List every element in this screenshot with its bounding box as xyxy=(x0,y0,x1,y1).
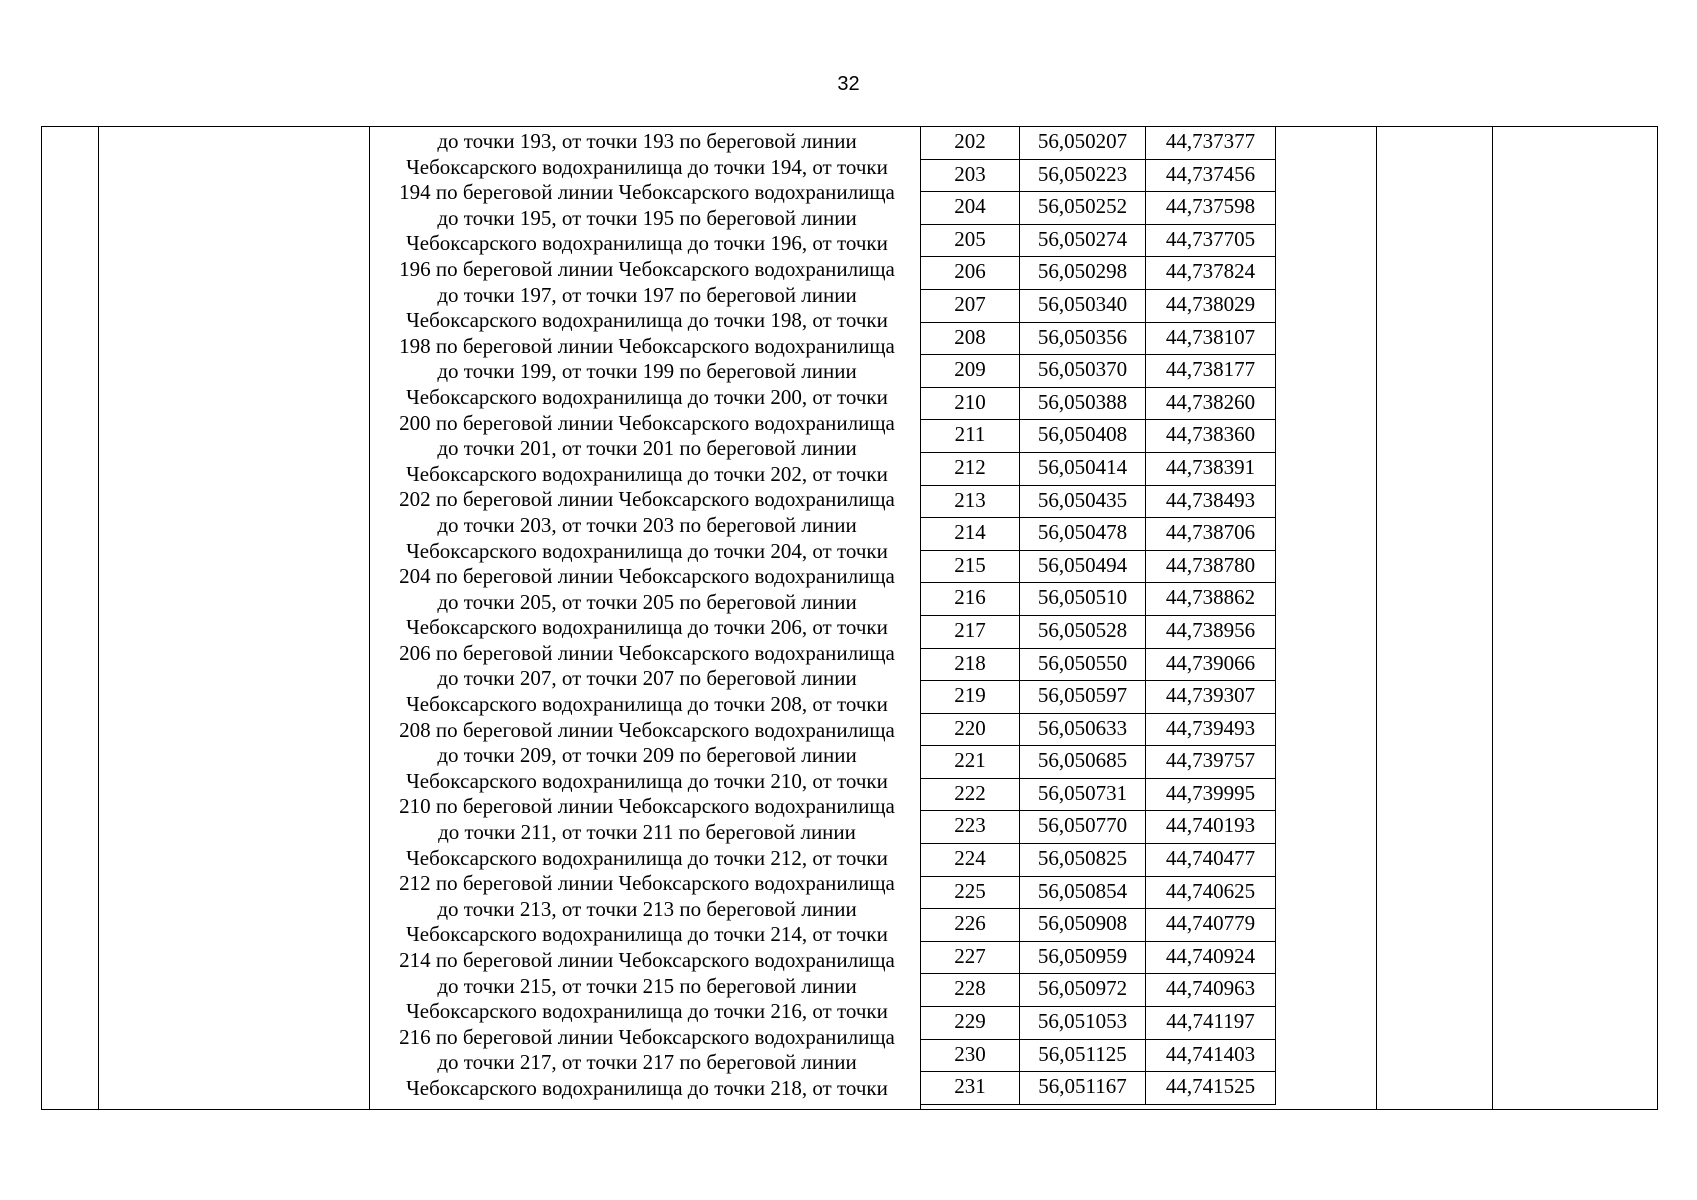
point-number-cell: 229 xyxy=(921,1007,1020,1039)
point-number-cell: 222 xyxy=(921,779,1020,811)
description-line: Чебоксарского водохранилища до точки 214, от точки xyxy=(406,922,888,947)
table-row xyxy=(921,1007,1276,1040)
point-number-cell: 215 xyxy=(921,551,1020,583)
page-number: 32 xyxy=(837,73,860,95)
point-number-cell: 216 xyxy=(921,583,1020,615)
table-row xyxy=(921,811,1276,844)
description-line: Чебоксарского водохранилища до точки 208, от точки xyxy=(406,692,888,717)
table-row xyxy=(921,290,1276,323)
description-line: Чебоксарского водохранилища до точки 200, от точки xyxy=(406,384,888,409)
description-line: Чебоксарского водохранилища до точки 196, от точки xyxy=(406,231,888,256)
longitude-cell: 44,737377 xyxy=(1146,127,1276,159)
description-line: до точки 195, от точки 195 по береговой линии xyxy=(437,205,857,230)
latitude-cell: 56,050435 xyxy=(1020,486,1146,518)
latitude-cell: 56,050528 xyxy=(1020,616,1146,648)
column-divider xyxy=(98,127,99,1109)
description-line: 194 по береговой линии Чебоксарского водохранилища xyxy=(399,180,895,205)
longitude-cell: 44,737705 xyxy=(1146,225,1276,257)
longitude-cell: 44,739995 xyxy=(1146,779,1276,811)
point-number-cell: 202 xyxy=(921,127,1020,159)
description-line: 212 по береговой линии Чебоксарского водохранилища xyxy=(399,871,895,896)
description-line: 202 по береговой линии Чебоксарского водохранилища xyxy=(399,487,895,512)
point-number-cell: 225 xyxy=(921,877,1020,909)
description-line: до точки 211, от точки 211 по береговой линии xyxy=(438,820,856,845)
table-row xyxy=(921,551,1276,584)
latitude-cell: 56,051125 xyxy=(1020,1040,1146,1072)
table-row xyxy=(921,518,1276,551)
table-row xyxy=(921,974,1276,1007)
point-number-cell: 212 xyxy=(921,453,1020,485)
point-number-cell: 210 xyxy=(921,388,1020,420)
table-row xyxy=(921,942,1276,975)
table-row xyxy=(921,1072,1276,1105)
latitude-cell: 56,050908 xyxy=(1020,909,1146,941)
table-row xyxy=(921,420,1276,453)
table-row xyxy=(921,877,1276,910)
longitude-cell: 44,738780 xyxy=(1146,551,1276,583)
boundary-table xyxy=(41,126,1658,1110)
point-number-cell: 221 xyxy=(921,746,1020,778)
point-number-cell: 209 xyxy=(921,355,1020,387)
description-line: Чебоксарского водохранилища до точки 216, от точки xyxy=(406,999,888,1024)
table-row xyxy=(921,649,1276,682)
latitude-cell: 56,051053 xyxy=(1020,1007,1146,1039)
longitude-cell: 44,737456 xyxy=(1146,160,1276,192)
point-number-cell: 208 xyxy=(921,323,1020,355)
description-line: Чебоксарского водохранилища до точки 198, от точки xyxy=(406,308,888,333)
latitude-cell: 56,050370 xyxy=(1020,355,1146,387)
longitude-cell: 44,738493 xyxy=(1146,486,1276,518)
latitude-cell: 56,050633 xyxy=(1020,714,1146,746)
table-row xyxy=(921,1040,1276,1073)
longitude-cell: 44,741403 xyxy=(1146,1040,1276,1072)
point-number-cell: 204 xyxy=(921,192,1020,224)
description-line: Чебоксарского водохранилища до точки 194, от точки xyxy=(406,154,888,179)
table-row xyxy=(921,323,1276,356)
point-number-cell: 218 xyxy=(921,649,1020,681)
longitude-cell: 44,740963 xyxy=(1146,974,1276,1006)
table-row xyxy=(921,453,1276,486)
point-number-cell: 211 xyxy=(921,420,1020,452)
description-line: 210 по береговой линии Чебоксарского водохранилища xyxy=(399,794,895,819)
longitude-cell: 44,739493 xyxy=(1146,714,1276,746)
point-number-cell: 203 xyxy=(921,160,1020,192)
description-line: 204 по береговой линии Чебоксарского водохранилища xyxy=(399,564,895,589)
longitude-cell: 44,738956 xyxy=(1146,616,1276,648)
description-line: 198 по береговой линии Чебоксарского водохранилища xyxy=(399,333,895,358)
table-row xyxy=(921,160,1276,193)
latitude-cell: 56,050959 xyxy=(1020,942,1146,974)
coordinates-table xyxy=(921,127,1276,1105)
description-line: до точки 205, от точки 205 по береговой линии xyxy=(437,589,857,614)
table-row xyxy=(921,127,1276,160)
point-number-cell: 231 xyxy=(921,1072,1020,1104)
latitude-cell: 56,050685 xyxy=(1020,746,1146,778)
longitude-cell: 44,737824 xyxy=(1146,257,1276,289)
latitude-cell: 56,050510 xyxy=(1020,583,1146,615)
table-row xyxy=(921,388,1276,421)
description-line: Чебоксарского водохранилища до точки 218, от точки xyxy=(406,1075,888,1100)
description-line: 200 по береговой линии Чебоксарского водохранилища xyxy=(399,410,895,435)
latitude-cell: 56,050478 xyxy=(1020,518,1146,550)
latitude-cell: 56,050408 xyxy=(1020,420,1146,452)
description-line: до точки 213, от точки 213 по береговой линии xyxy=(437,896,857,921)
point-number-cell: 219 xyxy=(921,681,1020,713)
description-line: до точки 217, от точки 217 по береговой линии xyxy=(437,1050,857,1075)
point-number-cell: 223 xyxy=(921,811,1020,843)
longitude-cell: 44,739066 xyxy=(1146,649,1276,681)
description-line: 214 по береговой линии Чебоксарского водохранилища xyxy=(399,948,895,972)
description-line: Чебоксарского водохранилища до точки 212, от точки xyxy=(406,845,888,870)
table-row xyxy=(921,779,1276,812)
point-number-cell: 213 xyxy=(921,486,1020,518)
latitude-cell: 56,050494 xyxy=(1020,551,1146,583)
description-line: до точки 197, от точки 197 по береговой линии xyxy=(437,282,857,307)
description-line: до точки 207, от точки 207 по береговой линии xyxy=(437,666,857,691)
longitude-cell: 44,740924 xyxy=(1146,942,1276,974)
table-row xyxy=(921,192,1276,225)
point-number-cell: 214 xyxy=(921,518,1020,550)
description-line: Чебоксарского водохранилища до точки 210, от точки xyxy=(406,768,888,793)
latitude-cell: 56,050597 xyxy=(1020,681,1146,713)
table-row xyxy=(921,583,1276,616)
description-line: до точки 215, от точки 215 по береговой линии xyxy=(437,973,857,998)
longitude-cell: 44,738862 xyxy=(1146,583,1276,615)
point-number-cell: 227 xyxy=(921,942,1020,974)
point-number-cell: 207 xyxy=(921,290,1020,322)
point-number-cell: 220 xyxy=(921,714,1020,746)
point-number-cell: 226 xyxy=(921,909,1020,941)
table-row xyxy=(921,714,1276,747)
latitude-cell: 56,050825 xyxy=(1020,844,1146,876)
longitude-cell: 44,738706 xyxy=(1146,518,1276,550)
latitude-cell: 56,051167 xyxy=(1020,1072,1146,1104)
longitude-cell: 44,738029 xyxy=(1146,290,1276,322)
description-line: до точки 203, от точки 203 по береговой линии xyxy=(437,512,857,537)
longitude-cell: 44,740779 xyxy=(1146,909,1276,941)
longitude-cell: 44,741197 xyxy=(1146,1007,1276,1039)
table-row xyxy=(921,486,1276,519)
longitude-cell: 44,739757 xyxy=(1146,746,1276,778)
latitude-cell: 56,050770 xyxy=(1020,811,1146,843)
boundary-description-cell xyxy=(370,127,924,1109)
longitude-cell: 44,738391 xyxy=(1146,453,1276,485)
latitude-cell: 56,050223 xyxy=(1020,160,1146,192)
latitude-cell: 56,050274 xyxy=(1020,225,1146,257)
point-number-cell: 217 xyxy=(921,616,1020,648)
table-row xyxy=(921,746,1276,779)
column-divider xyxy=(1376,127,1377,1109)
latitude-cell: 56,050414 xyxy=(1020,453,1146,485)
description-line: 206 по береговой линии Чебоксарского водохранилища xyxy=(399,640,895,665)
longitude-cell: 44,739307 xyxy=(1146,681,1276,713)
table-row xyxy=(921,257,1276,290)
column-divider xyxy=(1492,127,1493,1109)
table-row xyxy=(921,355,1276,388)
table-row xyxy=(921,616,1276,649)
longitude-cell: 44,738360 xyxy=(1146,420,1276,452)
description-line: 208 по береговой линии Чебоксарского водохранилища xyxy=(399,717,895,742)
description-line: Чебоксарского водохранилища до точки 202, от точки xyxy=(406,461,888,486)
table-row xyxy=(921,225,1276,258)
table-row xyxy=(921,909,1276,942)
description-line: до точки 209, от точки 209 по береговой линии xyxy=(437,743,857,768)
description-line: Чебоксарского водохранилища до точки 204, от точки xyxy=(406,538,888,563)
latitude-cell: 56,050340 xyxy=(1020,290,1146,322)
longitude-cell: 44,740477 xyxy=(1146,844,1276,876)
description-line: Чебоксарского водохранилища до точки 206, от точки xyxy=(406,615,888,640)
latitude-cell: 56,050731 xyxy=(1020,779,1146,811)
latitude-cell: 56,050972 xyxy=(1020,974,1146,1006)
longitude-cell: 44,741525 xyxy=(1146,1072,1276,1104)
latitude-cell: 56,050550 xyxy=(1020,649,1146,681)
table-row xyxy=(921,681,1276,714)
longitude-cell: 44,738177 xyxy=(1146,355,1276,387)
description-line: до точки 199, от точки 199 по береговой линии xyxy=(437,359,857,384)
description-line: до точки 193, от точки 193 по береговой линии xyxy=(437,129,857,153)
latitude-cell: 56,050356 xyxy=(1020,323,1146,355)
latitude-cell: 56,050388 xyxy=(1020,388,1146,420)
longitude-cell: 44,737598 xyxy=(1146,192,1276,224)
point-number-cell: 206 xyxy=(921,257,1020,289)
description-line: до точки 201, от точки 201 по береговой линии xyxy=(437,436,857,461)
point-number-cell: 224 xyxy=(921,844,1020,876)
point-number-cell: 228 xyxy=(921,974,1020,1006)
point-number-cell: 230 xyxy=(921,1040,1020,1072)
latitude-cell: 56,050207 xyxy=(1020,127,1146,159)
longitude-cell: 44,740193 xyxy=(1146,811,1276,843)
point-number-cell: 205 xyxy=(921,225,1020,257)
table-row xyxy=(921,844,1276,877)
latitude-cell: 56,050298 xyxy=(1020,257,1146,289)
latitude-cell: 56,050854 xyxy=(1020,877,1146,909)
longitude-cell: 44,738260 xyxy=(1146,388,1276,420)
latitude-cell: 56,050252 xyxy=(1020,192,1146,224)
description-line: 216 по береговой линии Чебоксарского водохранилища xyxy=(399,1024,895,1049)
longitude-cell: 44,738107 xyxy=(1146,323,1276,355)
longitude-cell: 44,740625 xyxy=(1146,877,1276,909)
description-line: 196 по береговой линии Чебоксарского водохранилища xyxy=(399,256,895,281)
